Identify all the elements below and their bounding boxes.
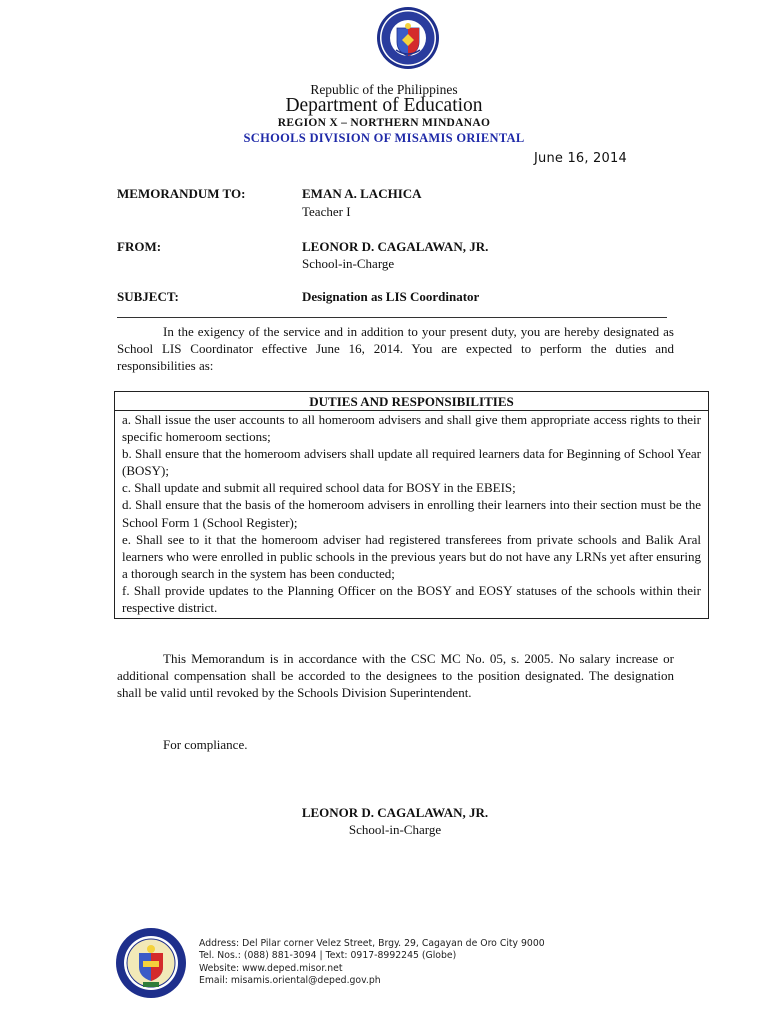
memo-from-name: LEONOR D. CAGALAWAN, JR.	[302, 239, 489, 254]
intro-paragraph: In the exigency of the service and in addition to your present duty, you are hereby designated as School LIS Coordinator effective June 16, 2014. You are expected to perform the duties and responsibilities as:	[117, 324, 674, 374]
duties-heading: DUTIES AND RESPONSIBILITIES	[115, 392, 708, 411]
duty-item: c. Shall update and submit all required school data for BOSY in the EBEIS;	[122, 480, 516, 496]
memo-subject-label: SUBJECT:	[117, 289, 179, 304]
memo-from-title: School-in-Charge	[302, 256, 395, 271]
footer-website[interactable]: Website: www.deped.misor.net	[199, 963, 343, 974]
footer-tel: Tel. Nos.: (088) 881-3094 | Text: 0917-8992245 (Globe)	[199, 950, 457, 961]
duty-item: b. Shall ensure that the homeroom advisers shall update all required learners data for Beginning of School Year (BOSY);	[122, 446, 701, 479]
closing-paragraph: This Memorandum is in accordance with the CSC MC No. 05, s. 2005. No salary increase or additional compensation shall be accorded to the designees to the position designated. The designation shall be valid until revoked by the Schools Division Superintendent.	[117, 651, 674, 701]
memo-subject: Designation as LIS Coordinator	[302, 289, 480, 304]
signatory-name: LEONOR D. CAGALAWAN, JR.	[301, 805, 489, 820]
duties-list	[115, 411, 708, 618]
memo-to-label: MEMORANDUM TO:	[117, 186, 246, 201]
compliance-line: For compliance.	[163, 737, 248, 752]
deped-division-seal-logo	[115, 927, 187, 999]
duty-item: d. Shall ensure that the basis of the homeroom advisers in enrolling their learners into their section must be the School Form 1 (School Register);	[122, 497, 701, 530]
duty-item: a. Shall issue the user accounts to all homeroom advisers and shall give them appropriate access rights to their specific homeroom sections;	[122, 412, 701, 445]
duties-table	[114, 391, 709, 619]
duty-item: f. Shall provide updates to the Planning Officer on the BOSY and EOSY statuses of the schools within their respective district.	[122, 582, 701, 616]
memo-from-label: FROM:	[117, 239, 162, 254]
memo-to-title: Teacher I	[302, 204, 351, 219]
memo-date: June 16, 2014	[534, 151, 627, 166]
deped-seal-logo	[376, 6, 440, 70]
header-divider	[117, 317, 667, 318]
footer-address: Address: Del Pilar corner Velez Street, Brgy. 29, Cagayan de Oro City 9000	[199, 938, 545, 949]
republic-line: Republic of the Philippines	[310, 82, 458, 97]
footer-email[interactable]: Email: misamis.oriental@deped.gov.ph	[199, 975, 381, 986]
division-line: SCHOOLS DIVISION OF MISAMIS ORIENTAL	[243, 131, 525, 145]
signatory-title: School-in-Charge	[348, 822, 442, 837]
duty-item: e. Shall see to it that the homeroom adviser had registered transferees from private schools and Balik Aral learners who were enrolled in public schools in the previous years but do not have any LRNs yet after ensuring a thorough search in the system has been conducted;	[122, 531, 701, 581]
department-name: Department of Education	[285, 95, 483, 116]
region-line: REGION X – NORTHERN MINDANAO	[277, 117, 491, 129]
memo-to-name: EMAN A. LACHICA	[302, 186, 422, 201]
